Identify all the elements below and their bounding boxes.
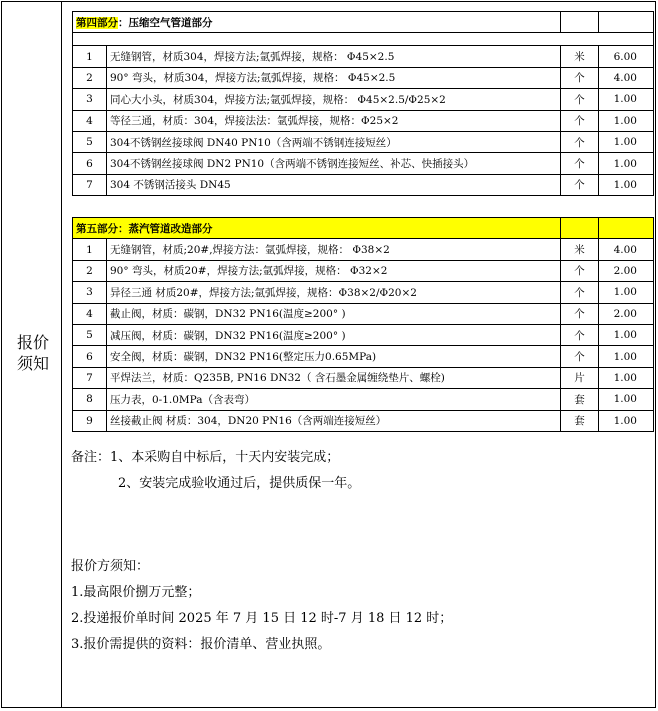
row-number: 7 [73,174,107,195]
row-quantity: 1.00 [599,410,654,431]
row-description: 304 不锈钢活接头 DN45 [107,174,561,195]
row-quantity: 1.00 [599,367,654,388]
row-unit: 个 [561,303,599,324]
title-rest: ：压缩空气管道部分 [118,16,213,29]
spacer-cell [73,33,654,46]
row-number: 9 [73,410,107,431]
row-description: 平焊法兰，材质：Q235B, PN16 DN32（ 含石墨金属缠绕垫片、螺栓) [107,367,561,388]
section-header-row [73,12,654,33]
header-qty-cell [599,12,654,33]
section-title: 第五部分：蒸汽管道改造部分 [73,218,561,239]
row-unit: 个 [561,131,599,152]
section-header-row [73,218,654,239]
row-description: 90° 弯头，材质304，焊接方法;氩弧焊接，规格： Φ45×2.5 [107,67,561,88]
quote-notice-item-3: 3.报价需提供的资料：报价清单、营业执照。 [71,637,331,652]
row-unit: 个 [561,174,599,195]
row-number: 2 [73,260,107,281]
row-description: 等径三通，材质：304，焊接法法：氩弧焊接，规格：Φ25×2 [107,110,561,131]
row-description: 304不锈钢丝接球阀 DN2 PN10（含两端不锈钢连接短丝、补芯、快插接头） [107,153,561,174]
side-label-line-1: 报价 [16,333,49,352]
row-unit: 个 [561,324,599,345]
quote-notice-heading: 报价方须知： [71,559,150,574]
row-number: 4 [73,303,107,324]
row-quantity: 1.00 [599,174,654,195]
row-quantity: 1.00 [599,346,654,367]
row-description: 无缝钢管，材质304，焊接方法;氩弧焊接，规格： Φ45×2.5 [107,46,561,67]
remark-line-1: 备注：1、本采购自中标后，十天内安装完成； [71,450,340,465]
row-description: 压力表，0-1.0MPa（含表弯） [107,389,561,410]
row-number: 7 [73,367,107,388]
side-label-line-2: 须知 [16,354,49,373]
remark-line-2: 2、安装完成验收通过后，提供质保一年。 [118,476,361,491]
section-title [73,12,561,33]
row-quantity: 1.00 [599,110,654,131]
row-quantity: 1.00 [599,389,654,410]
row-unit: 套 [561,410,599,431]
row-number: 1 [73,239,107,260]
row-unit: 个 [561,260,599,281]
table-row [73,67,654,88]
row-number: 5 [73,324,107,345]
row-unit: 个 [561,282,599,303]
table-row [73,389,654,410]
table-row [73,346,654,367]
side-label [12,332,54,374]
table-row [73,303,654,324]
row-description: 截止阀，材质：碳钢，DN32 PN16(温度≥200° ) [107,303,561,324]
table-row [73,367,654,388]
table-row [73,260,654,281]
quote-notice-item-1: 1.最高限价捌万元整； [71,585,201,600]
row-number: 6 [73,346,107,367]
row-number: 8 [73,389,107,410]
section-5-table [72,217,654,432]
quote-notice-item-2: 2.投递报价单时间 2025 年 7 月 15 日 12 时-7 月 18 日 12 时； [71,611,453,626]
table-row [73,410,654,431]
row-quantity: 1.00 [599,131,654,152]
row-number: 2 [73,67,107,88]
row-number: 5 [73,131,107,152]
row-quantity: 4.00 [599,239,654,260]
table-row [73,46,654,67]
row-number: 4 [73,110,107,131]
row-description: 丝接截止阀 材质：304，DN20 PN16（含两端连接短丝） [107,410,561,431]
row-unit: 米 [561,46,599,67]
table-row [73,174,654,195]
row-description: 安全阀，材质：碳钢，DN32 PN16(整定压力0.65MPa) [107,346,561,367]
section-4-table [72,11,654,196]
row-unit: 个 [561,89,599,110]
header-unit-cell [561,12,599,33]
table-row [73,89,654,110]
row-quantity: 1.00 [599,89,654,110]
row-number: 1 [73,46,107,67]
row-unit: 个 [561,110,599,131]
row-unit: 片 [561,367,599,388]
row-quantity: 6.00 [599,46,654,67]
row-quantity: 1.00 [599,282,654,303]
row-quantity: 4.00 [599,67,654,88]
row-description: 异径三通 材质20#，焊接方法;氩弧焊接，规格：Φ38×2/Φ20×2 [107,282,561,303]
row-unit: 套 [561,389,599,410]
table-row [73,110,654,131]
table-row [73,131,654,152]
table-row [73,282,654,303]
row-description: 同心大小头，材质304，焊接方法;氩弧焊接，规格： Φ45×2.5/Φ25×2 [107,89,561,110]
row-unit: 个 [561,153,599,174]
table-row [73,239,654,260]
row-quantity: 2.00 [599,303,654,324]
header-unit-cell [561,218,599,239]
row-quantity: 1.00 [599,324,654,345]
column-divider [61,1,62,708]
table-row [73,153,654,174]
row-unit: 米 [561,239,599,260]
row-quantity: 2.00 [599,260,654,281]
row-quantity: 1.00 [599,153,654,174]
row-unit: 个 [561,67,599,88]
header-qty-cell [599,218,654,239]
row-number: 6 [73,153,107,174]
row-number: 3 [73,282,107,303]
section-spacer [73,33,654,46]
row-description: 无缝钢管，材质;20#,焊接方法：氩弧焊接，规格： Φ38×2 [107,239,561,260]
title-highlight: 第四部分 [76,16,118,29]
row-description: 90° 弯头，材质20#，焊接方法;氩弧焊接，规格： Φ32×2 [107,260,561,281]
row-number: 3 [73,89,107,110]
table-row [73,324,654,345]
row-description: 304不锈钢丝接球阀 DN40 PN10（含两端不锈钢连接短丝） [107,131,561,152]
row-description: 减压阀，材质：碳钢，DN32 PN16(温度≥200° ) [107,324,561,345]
row-unit: 个 [561,346,599,367]
